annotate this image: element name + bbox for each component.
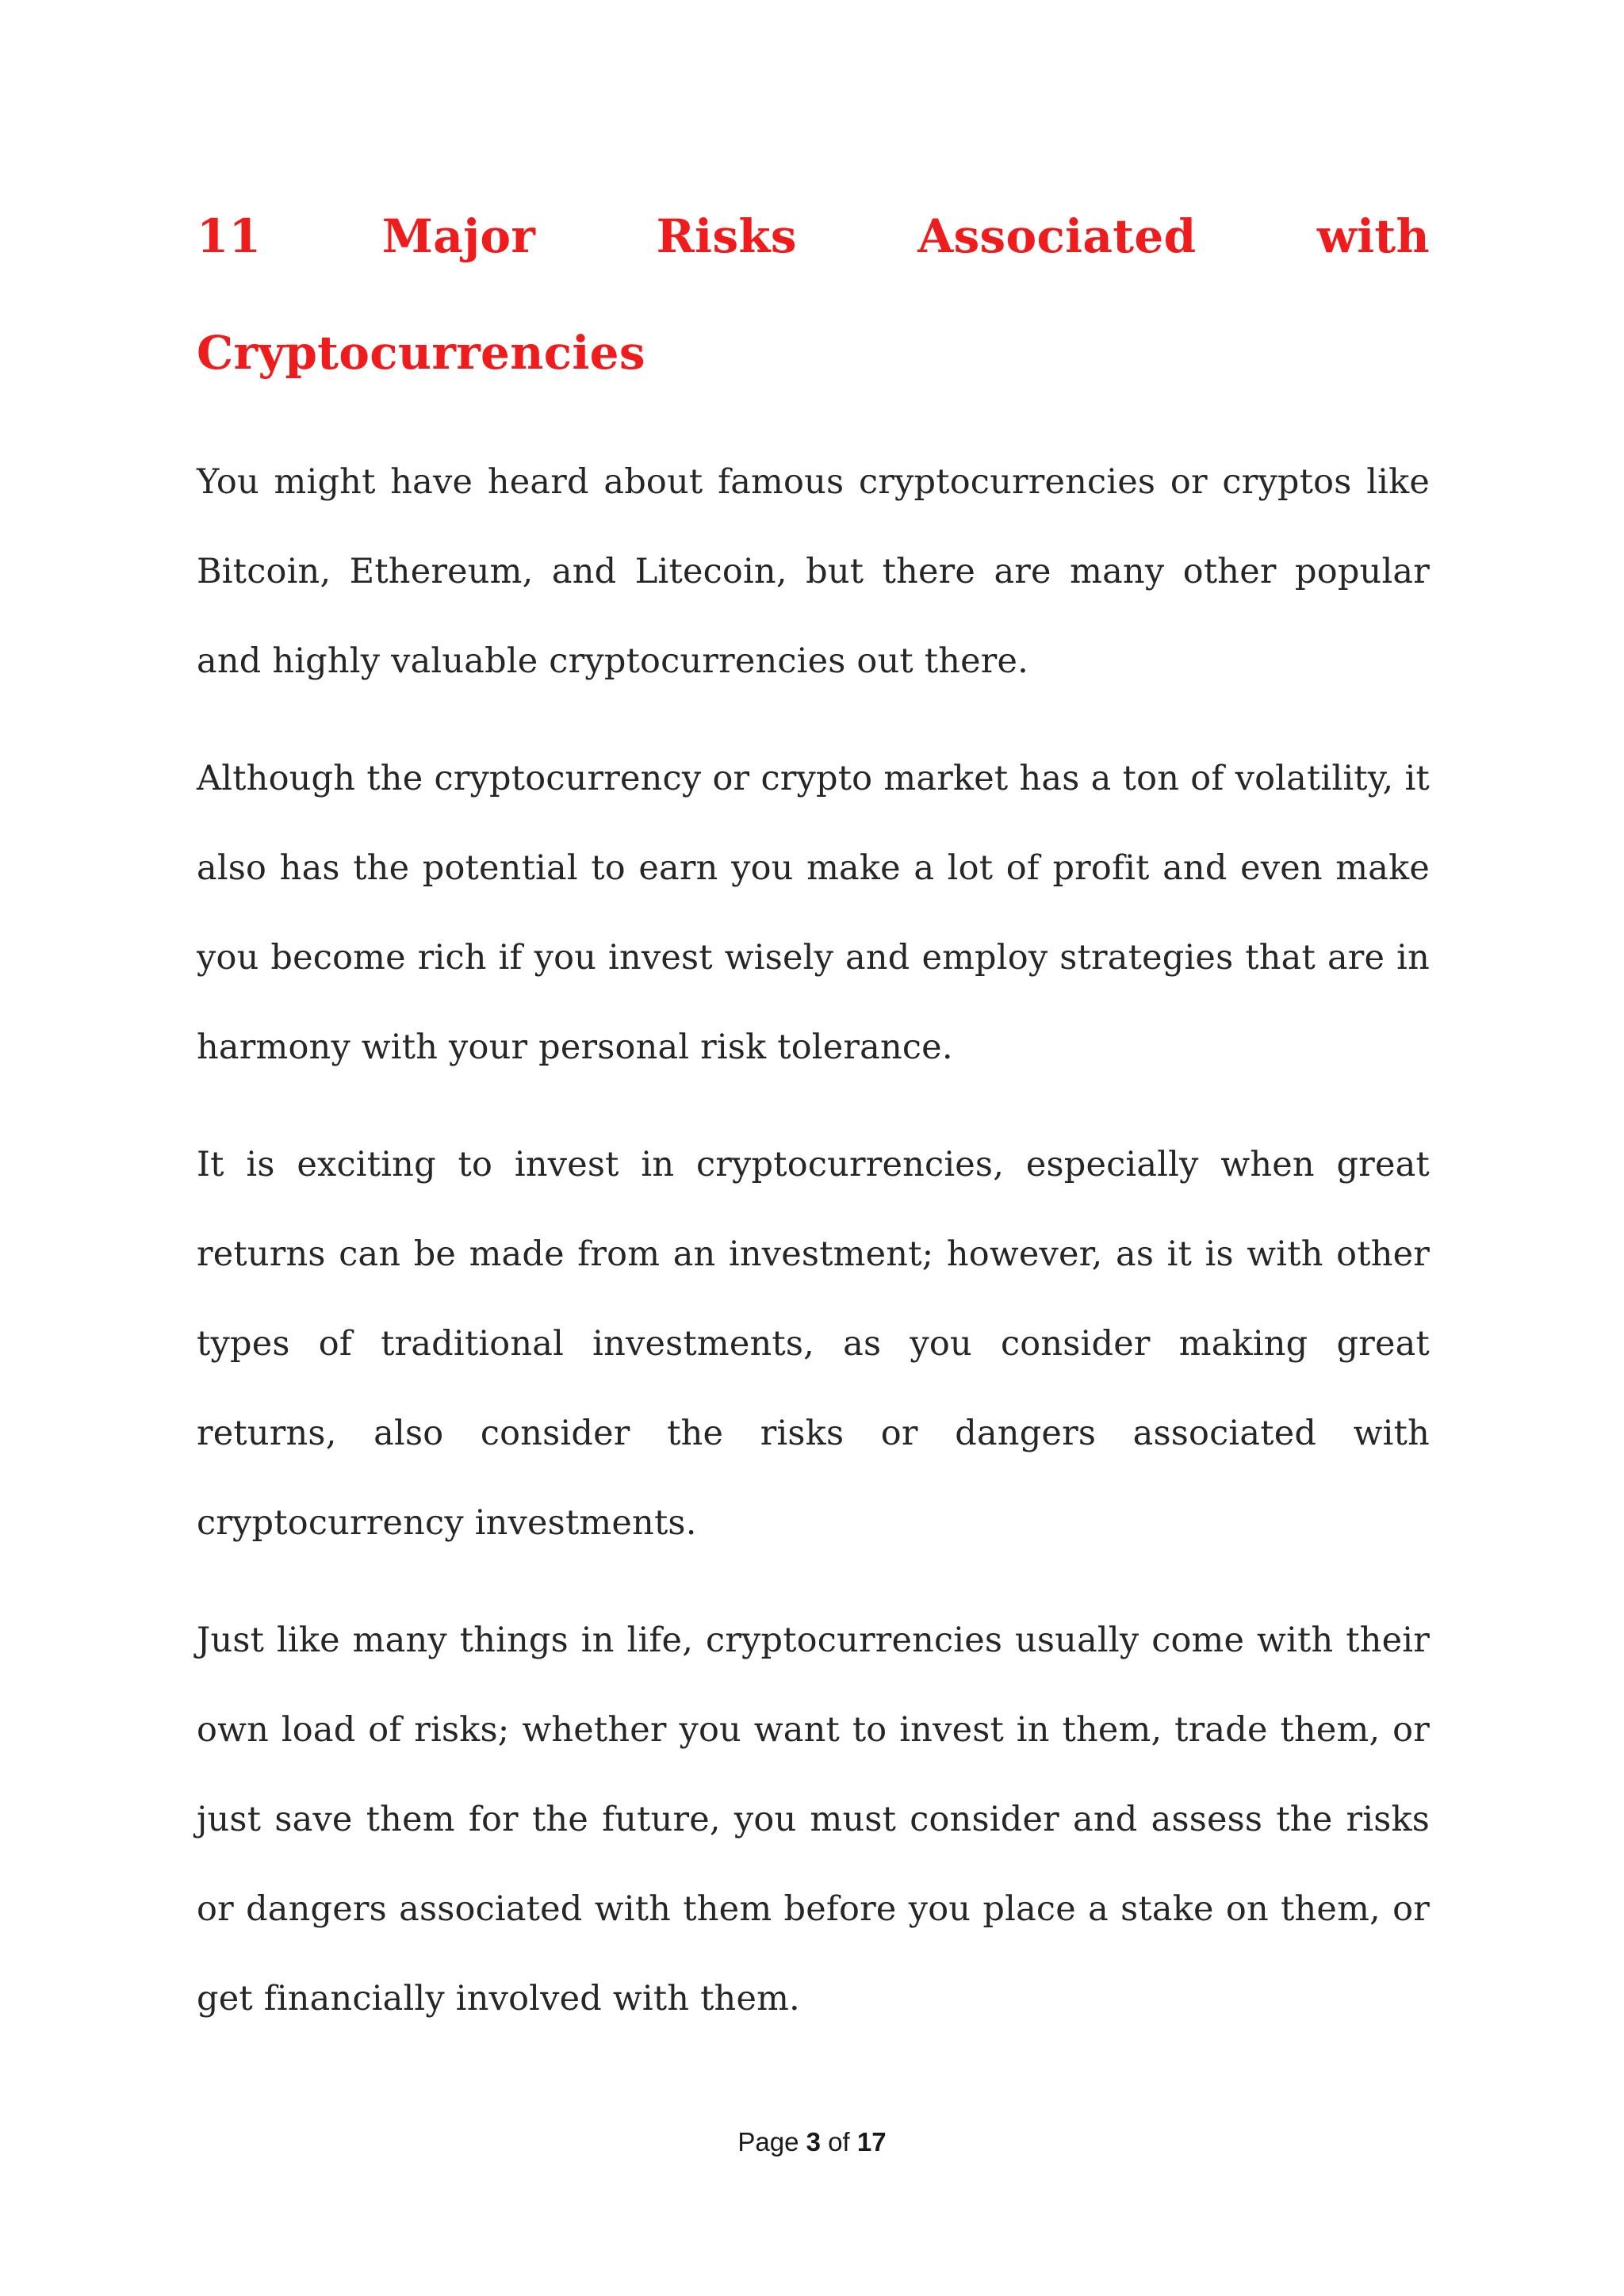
of-label: of (828, 2127, 850, 2156)
body-paragraph-1: You might have heard about famous cryptocurrencies or cryptos like Bitcoin, Ethereum, and Litecoin, but there are many other popular and highly valuable cryptocurrencies out there. (197, 462, 1430, 681)
page-content (197, 178, 1430, 2044)
current-page-number: 3 (806, 2127, 821, 2156)
total-pages-number: 17 (856, 2127, 887, 2156)
page-number-footer (0, 2127, 1624, 2157)
body-paragraph-2: Although the cryptocurrency or crypto market has a ton of volatility, it also has the potential to earn you make a lot of profit and even make you become rich if you invest wisely and employ strategies that are in harmony with your personal risk tolerance. (197, 759, 1430, 1067)
body-paragraph-3: It is exciting to invest in cryptocurrencies, especially when great returns can be made from an investment; however, as it is with other types of traditional investments, as you consider making great returns, also consider the risks or dangers associated with cryptocurrency investments. (197, 1145, 1430, 1543)
page-label: Page (737, 2127, 799, 2156)
page-title: 11 Major Risks Associated with Cryptocurrencies (197, 209, 1430, 380)
body-paragraph-4: Just like many things in life, cryptocurrencies usually come with their own load of risks; whether you want to invest in them, trade them, or just save them for the future, you must consider and assess the risks or dangers associated with them before you place a stake on them, or get financially involved with them. (197, 1621, 1430, 2019)
